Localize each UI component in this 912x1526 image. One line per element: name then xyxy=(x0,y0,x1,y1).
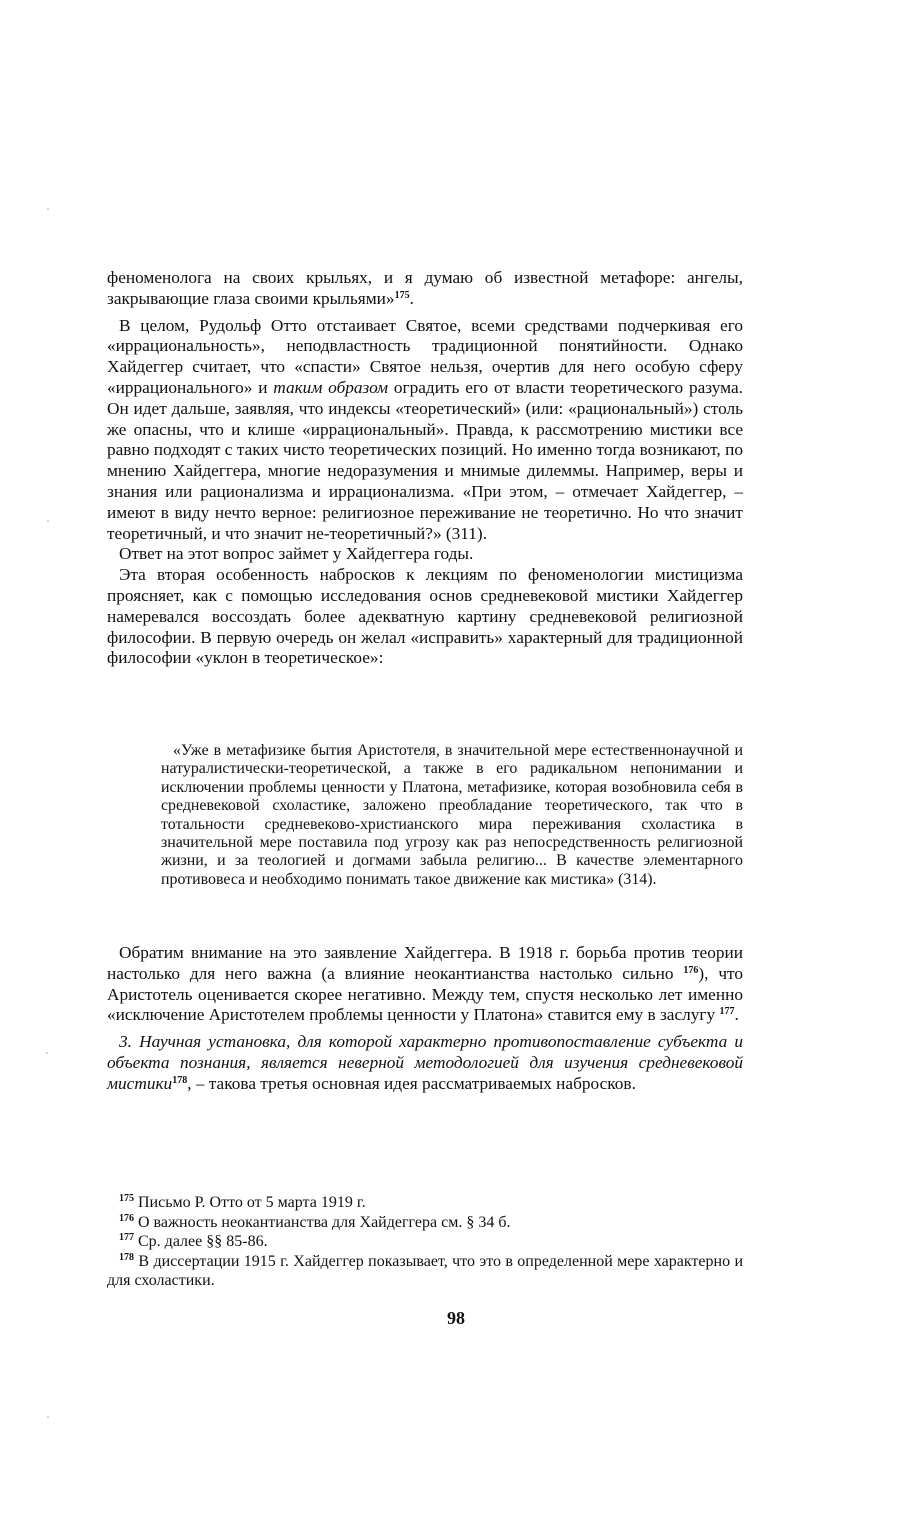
footnote-ref-176[interactable]: 176 xyxy=(683,964,699,976)
footnote-number: 176 xyxy=(119,1212,134,1224)
footnote-ref-178[interactable]: 178 xyxy=(172,1074,188,1086)
footnote-ref-177[interactable]: 177 xyxy=(719,1006,735,1018)
paragraph-answer: Ответ на этот вопрос займет у Хайдеггера годы. xyxy=(119,544,474,564)
footnote-text: О важность неокантианства для Хайдеггера см. § 34 б. xyxy=(138,1213,511,1231)
footnote-text: Письмо Р. Отто от 5 марта 1919 г. xyxy=(138,1194,366,1211)
scan-speck xyxy=(46,1052,48,1054)
main-text-continued xyxy=(107,943,743,1095)
footnote-number: 175 xyxy=(119,1193,134,1204)
punctuation: . xyxy=(734,1005,739,1025)
scan-speck xyxy=(47,208,49,210)
paragraph-text: , – такова третья основная идея рассматриваемых набросков. xyxy=(187,1073,636,1093)
paragraph-otto xyxy=(107,316,743,545)
paragraph-attention xyxy=(107,943,743,1026)
footnote-ref-175[interactable]: 175 xyxy=(394,289,410,301)
paragraph-text: ), что Аристотель оценивается скорее негативно. Между тем, спустя несколько лет именно «исключение Аристотелем проблемы ценности у Платона» ставится ему в заслугу xyxy=(107,963,743,1025)
paragraph-text: оградить его от власти теоретического разума. Он идет дальше, заявляя, что индексы «теоретический» (или: «рациональный») столь же опасны, что и клише «иррациональный». Правда, к рассмотрению мистики все равно подходят с таких чисто теоретических позиций. Но именно тогда возникают, по мнению Хайдеггера, многие недоразумения и мнимые дилеммы. Например, веры и знания или рационализма и иррационализма. «При этом, – отмечает Хайдеггер, – имеют в виду нечто верное: религиозное переживание не теоретично. Но что значит теоретичный, и что значит не-теоретичный?» (311). xyxy=(107,377,743,543)
paragraph-text: феноменолога на своих крыльях, и я думаю об известной метафоре: ангелы, закрывающие глаза своими крыльями» xyxy=(107,268,743,308)
emphasis: 3. Научная установка, для которой характерно противопоставление субъекта и объекта познания, является неверной методологией для изучения средневековой мистики xyxy=(107,1032,743,1093)
paragraph-continuation xyxy=(107,268,743,310)
footnote-number: 178 xyxy=(119,1251,134,1263)
punctuation: . xyxy=(409,288,414,308)
footnote-178 xyxy=(107,1252,743,1291)
paragraph-text: В целом, Рудольф Отто отстаивает Святое, всеми средствами подчеркивая его «иррациональность», неподвластность традиционной понятийности. Однако Хайдеггер считает, что «спасти» Святое нельзя, очертив для него особую сферу «иррационального» и xyxy=(107,315,743,397)
footnote-text: В диссертации 1915 г. Хайдеггер показывает, что это в определенной мере характерно и для схоластики. xyxy=(107,1252,744,1289)
footnotes xyxy=(107,1193,743,1291)
paragraph-second-feature: Эта вторая особенность набросков к лекциям по феноменологии мистицизма проясняет, как с помощью исследования основ средневековой мистики Хайдеггер намеревался воссоздать более адекватную картину средневековой религиозной философии. В первую очередь он желал «исправить» характерный для традиционной философии «уклон в теоретическое»: xyxy=(107,565,743,668)
page-number: 98 xyxy=(447,1308,465,1328)
footnote-176 xyxy=(107,1213,743,1233)
scan-speck xyxy=(47,1416,49,1418)
footnote-text: Ср. далее §§ 85-86. xyxy=(138,1233,268,1250)
footnote-177 xyxy=(107,1232,743,1252)
scan-speck xyxy=(47,520,49,522)
footnote-number: 177 xyxy=(119,1232,134,1243)
emphasis: таким образом xyxy=(273,377,389,397)
main-text xyxy=(107,268,743,669)
block-quote: «Уже в метафизике бытия Аристотеля, в значительной мере естественнонаучной и натуралистически-теоретической, а также в его радикальном непонимании и исключении проблемы ценности у Платона, метафизике, которая возобновила себя в средневековой схоластике, заложено преобладание теоретического, так что в тотальности средневеково-христианского мира переживания схоластика в значительной мере поставила под угрозу как раз непосредственность религиозной жизни, и за теологией и догмами забыла религию... В качестве элементарного противовеса и необходимо понимать такое движение как мистика» (314). xyxy=(161,742,743,888)
paragraph-text: Обратим внимание на это заявление Хайдеггера. В 1918 г. борьба против теории настолько для него важна (а влияние неокантианства настолько сильно xyxy=(107,943,743,983)
paragraph-scientific-attitude xyxy=(107,1032,743,1094)
footnote-175 xyxy=(107,1193,743,1213)
